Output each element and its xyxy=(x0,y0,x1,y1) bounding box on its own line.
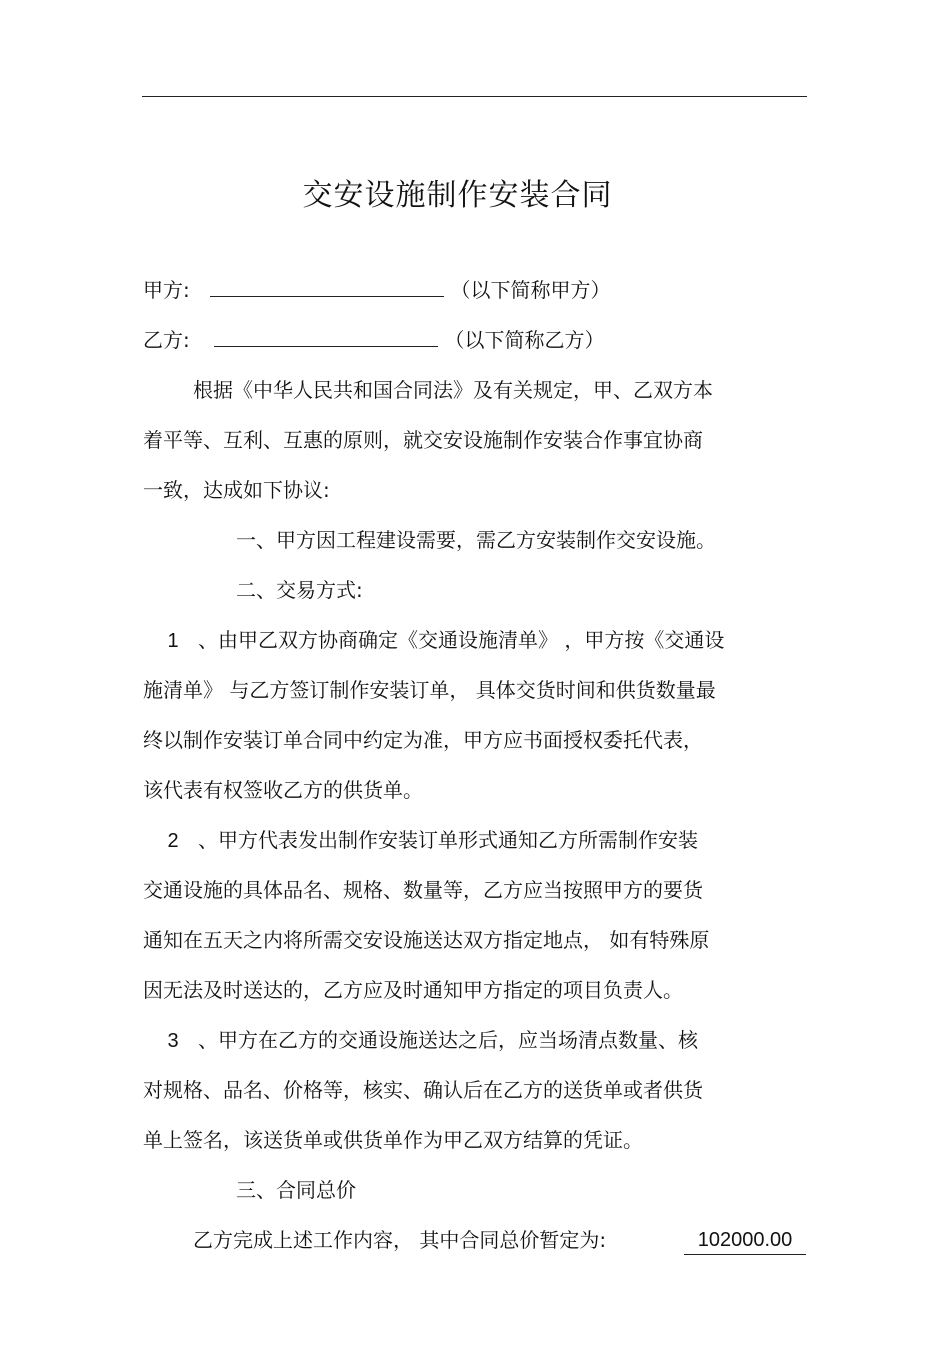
section-2-heading: 二、交易方式: xyxy=(236,578,363,602)
item-2-line: 通知在五天之内将所需交安设施送达双方指定地点， 如有特殊原 xyxy=(143,928,710,952)
item-3-text: 、甲方在乙方的交通设施送达之后，应当场清点数量、核 xyxy=(198,1028,698,1052)
item-1-line xyxy=(148,626,724,655)
intro-line: 一致，达成如下协议: xyxy=(143,478,330,502)
item-3-line: 单上签名，该送货单或供货单作为甲乙双方结算的凭证。 xyxy=(143,1128,643,1152)
item-3-line xyxy=(148,1026,698,1055)
section-1: 一、甲方因工程建设需要，需乙方安装制作交安设施。 xyxy=(236,528,716,552)
party-a-note: （以下简称甲方） xyxy=(450,278,611,302)
item-1-line: 该代表有权签收乙方的供货单。 xyxy=(143,778,423,802)
party-a-line xyxy=(143,276,610,304)
total-price-amount: 102000.00 xyxy=(684,1226,806,1255)
party-b-line xyxy=(143,326,604,354)
section-3-heading: 三、合同总价 xyxy=(236,1178,356,1202)
party-b-label: 乙方: xyxy=(143,328,190,352)
item-1-line: 终以制作安装订单合同中约定为准，甲方应书面授权委托代表， xyxy=(143,728,703,752)
document-title: 交安设施制作安装合同 xyxy=(302,178,613,213)
party-b-note: （以下简称乙方） xyxy=(444,328,605,352)
intro-line: 着平等、互利、互惠的原则，就交安设施制作安装合作事宜协商 xyxy=(143,428,703,452)
item-3-number: 3 xyxy=(167,1030,179,1052)
party-a-blank xyxy=(210,276,444,297)
total-price-text: 乙方完成上述工作内容， 其中合同总价暂定为: xyxy=(193,1228,607,1252)
item-2-line: 因无法及时送达的，乙方应及时通知甲方指定的项目负责人。 xyxy=(143,978,683,1002)
item-1-text: 、由甲乙双方协商确定《交通设施清单》 ，甲方按《交通设 xyxy=(198,628,725,652)
item-3-line: 对规格、品名、价格等，核实、确认后在乙方的送货单或者供货 xyxy=(143,1078,703,1102)
header-rule xyxy=(142,96,807,97)
item-1-number: 1 xyxy=(167,630,179,652)
item-1-line: 施清单》 与乙方签订制作安装订单， 具体交货时间和供货数量最 xyxy=(143,678,716,702)
party-a-label: 甲方: xyxy=(143,278,190,302)
item-2-number: 2 xyxy=(167,830,179,852)
intro-line: 根据《中华人民共和国合同法》及有关规定，甲、乙双方本 xyxy=(193,378,713,402)
item-2-text: 、甲方代表发出制作安装订单形式通知乙方所需制作安装 xyxy=(198,828,698,852)
party-b-blank xyxy=(214,326,438,347)
item-2-line: 交通设施的具体品名、规格、数量等，乙方应当按照甲方的要货 xyxy=(143,878,703,902)
item-2-line xyxy=(148,826,698,855)
